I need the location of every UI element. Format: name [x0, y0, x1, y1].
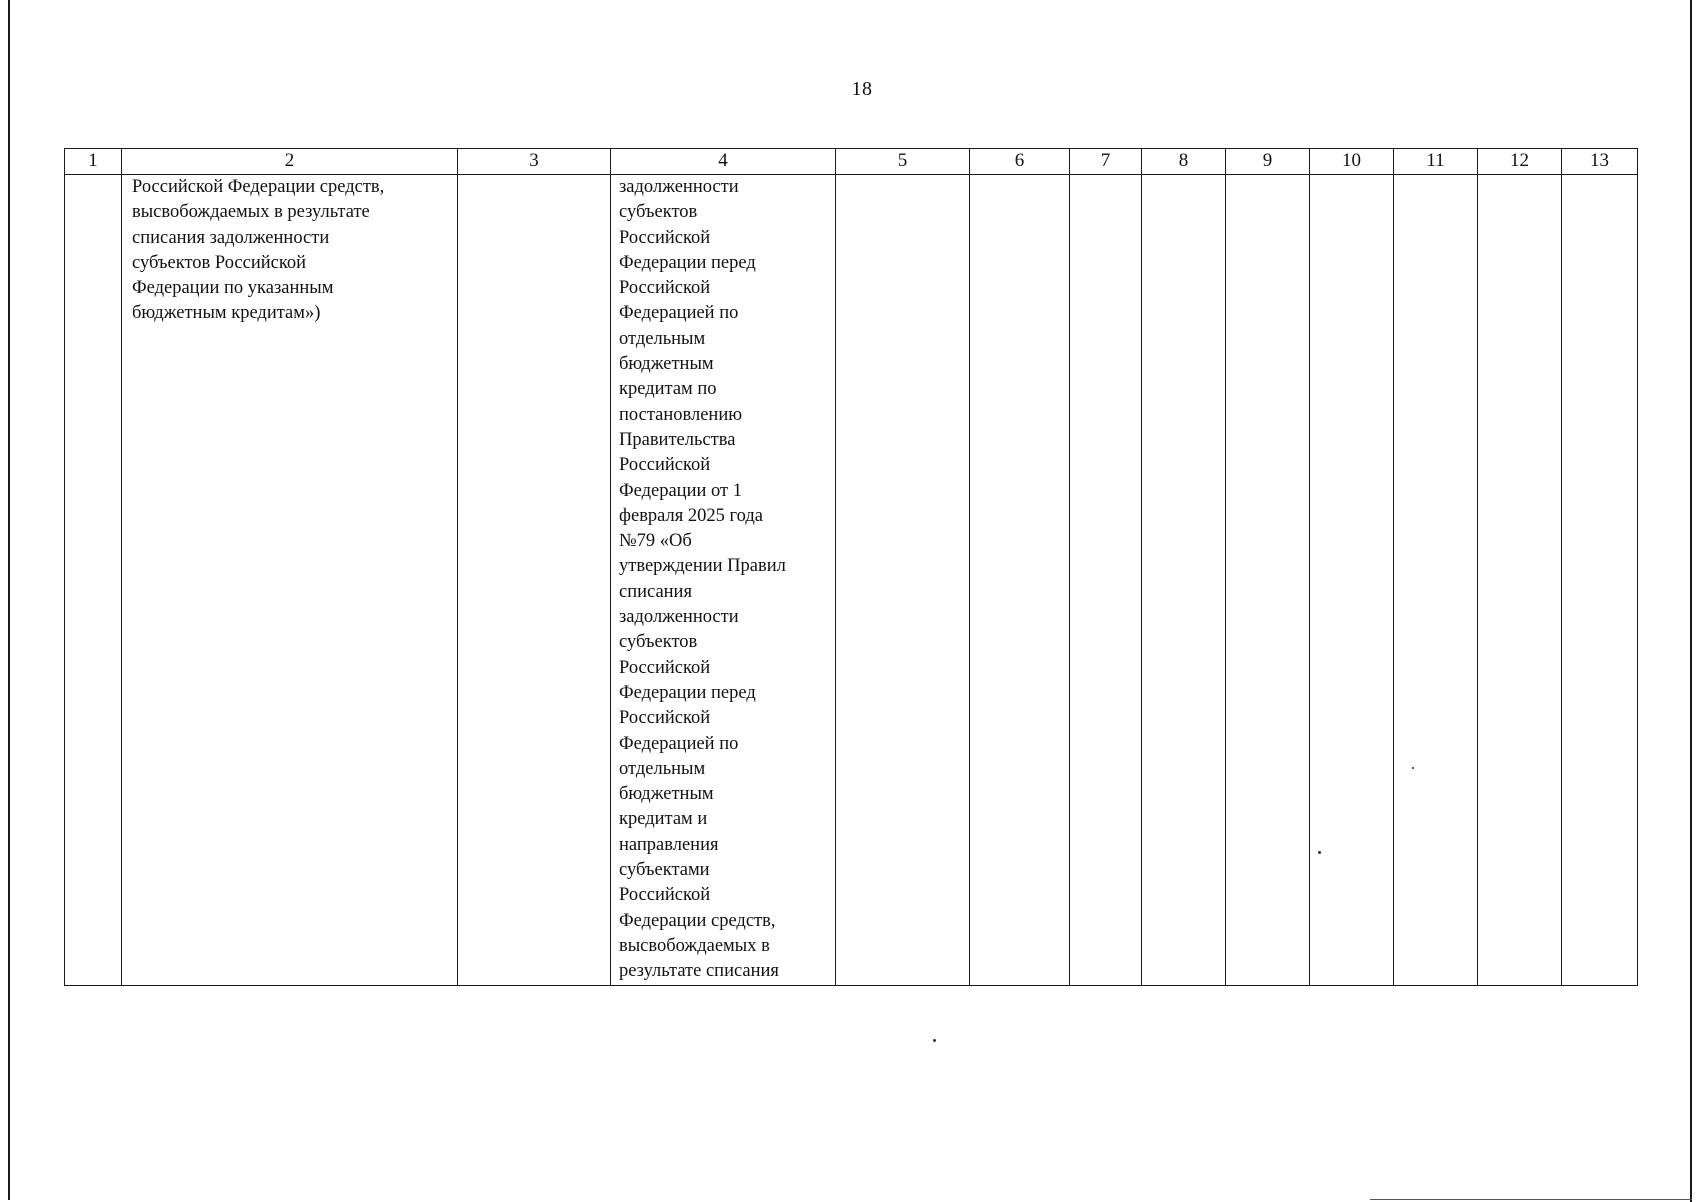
- scan-edge-left: [8, 0, 10, 1200]
- column-header: 5: [836, 149, 970, 175]
- table-cell-col7: [1070, 175, 1142, 986]
- table-cell-col8: [1142, 175, 1226, 986]
- table-cell-col9: [1226, 175, 1310, 986]
- column-header: 10: [1310, 149, 1394, 175]
- table-cell-col2: [122, 175, 458, 986]
- document-table: [64, 148, 1638, 986]
- table-cell-col3: [458, 175, 611, 986]
- table-cell-col4: [611, 175, 836, 986]
- column-header: 6: [970, 149, 1070, 175]
- column-header: 11: [1394, 149, 1478, 175]
- column-header: 8: [1142, 149, 1226, 175]
- column-header: 1: [65, 149, 122, 175]
- cell-text-col4: задолженности субъектов Российской Федерации перед Российской Федерацией по отдельным бюджетным кредитам по постановлению Правительства Российской Федерации от 1 февраля 2025 года №79 «Об утверждении Правил списания задолженности субъектов Российской Федерации перед Российской Федерацией по отдельным бюджетным кредитам и направления субъектами Российской Федерации средств, высвобождаемых в результате списания: [619, 177, 786, 982]
- table-cell-col11: [1394, 175, 1478, 986]
- page-number: 18: [851, 78, 873, 100]
- table-cell-col6: [970, 175, 1070, 986]
- table-cell-col10: [1310, 175, 1394, 986]
- scan-speck: [933, 1039, 936, 1042]
- table-cell-col1: [65, 175, 122, 986]
- column-number-row: [65, 149, 1638, 175]
- column-header: 12: [1478, 149, 1562, 175]
- column-header: 3: [458, 149, 611, 175]
- column-header: 9: [1226, 149, 1310, 175]
- cell-text-col2: Российской Федерации средств, высвобождаемых в результате списания задолженности субъектов Российской Федерации по указанным бюджетным кредитам»): [132, 177, 385, 324]
- column-header: 7: [1070, 149, 1142, 175]
- table-cell-col5: [836, 175, 970, 986]
- table-cell-col13: [1562, 175, 1638, 986]
- table-row: [65, 175, 1638, 986]
- column-header: 2: [122, 149, 458, 175]
- column-header: 4: [611, 149, 836, 175]
- table-cell-col12: [1478, 175, 1562, 986]
- scan-edge-right: [1690, 0, 1692, 1202]
- column-header: 13: [1562, 149, 1638, 175]
